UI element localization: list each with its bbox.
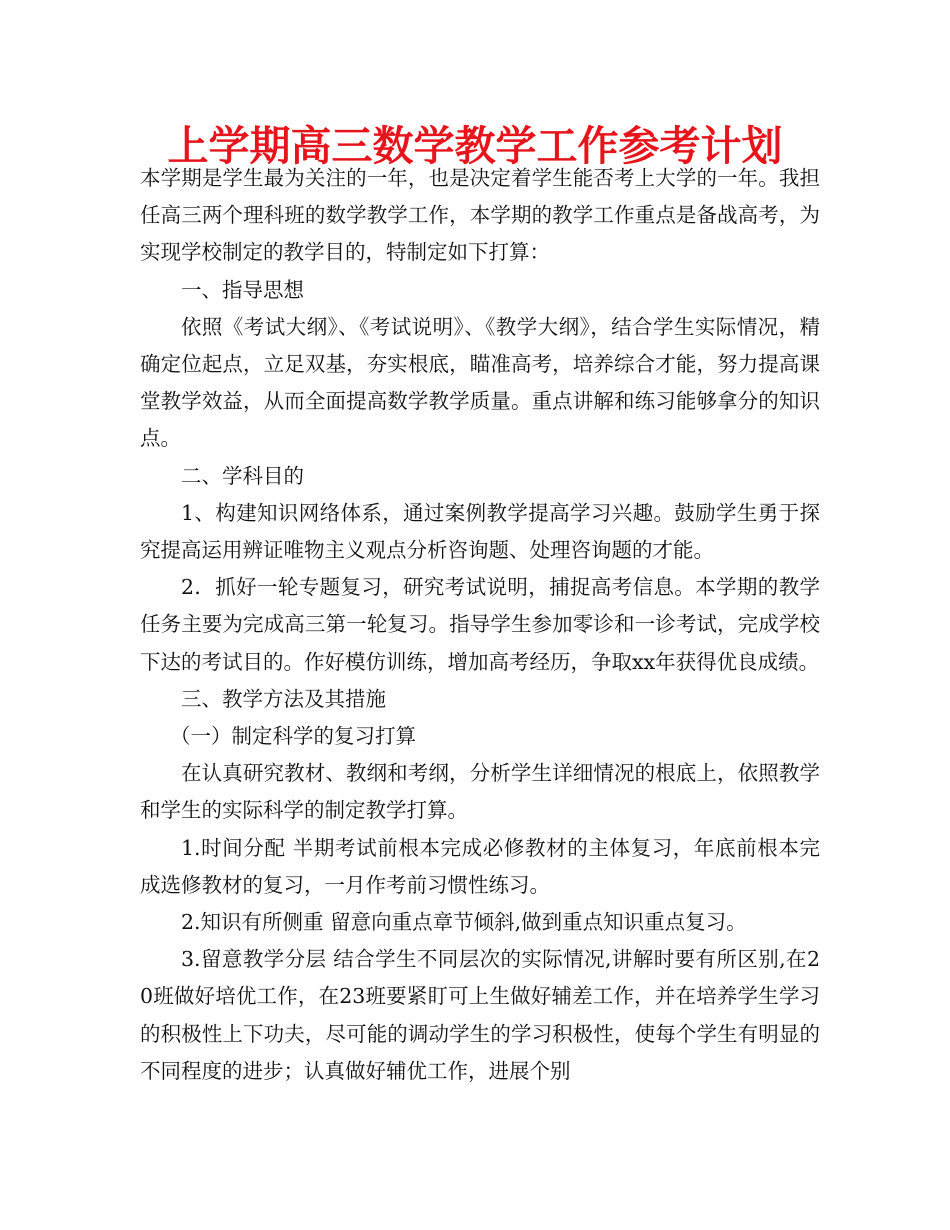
heading-subject-goals: 二、学科目的 <box>181 463 304 488</box>
heading-teaching-methods: 三、教学方法及其措施 <box>181 686 386 711</box>
document-title: 上学期高三数学教学工作参考计划 <box>167 122 783 170</box>
paragraph-goal-1: 1、构建知识网络体系，通过案例教学提高学习兴趣。鼓励学生勇于探究提高运用辨证唯物主义观点分析咨询题、处理咨询题的才能。 <box>140 500 820 563</box>
paragraph-intro: 本学期是学生最为关注的一年，也是决定着学生能否考上大学的一年。我担任高三两个理科班的数学教学工作，本学期的教学工作重点是备战高考，为实现学校制定的教学目的，特制定如下打算： <box>140 166 820 265</box>
paragraph-guiding-thought: 依照《考试大纲》、《考试说明》、《教学大纲》，结合学生实际情况，精确定位起点，立足双基，夯实根底，瞄准高考，培养综合才能，努力提高课堂教学效益，从而全面提高数学教学质量。重点讲解和练习能够拿分的知识点。 <box>140 314 820 451</box>
heading-guiding-thought: 一、指导思想 <box>181 277 304 302</box>
document-body <box>140 160 820 1090</box>
paragraph-review-plan: 在认真研究教材、教纲和考纲，分析学生详细情况的根底上，依照教学和学生的实际科学的制定教学打算。 <box>140 761 820 823</box>
paragraph-tiered-teaching: 3.留意教学分层 结合学生不同层次的实际情况,讲解时要有所区别,在20班做好培优工作，在23班要紧盯可上生做好辅差工作，并在培养学生学习的积极性上下功夫，尽可能的调动学生的学习积极性，使每个学生有明显的不同程度的进步；认真做好辅优工作，进展个别 <box>140 947 820 1083</box>
paragraph-goal-2: 2．抓好一轮专题复习，研究考试说明，捕捉高考信息。本学期的教学任务主要为完成高三第一轮复习。指导学生参加零诊和一诊考试，完成学校下达的考试目的。作好模仿训练，增加高考经历，争取xx年获得优良成绩。 <box>140 575 820 674</box>
paragraph-knowledge-focus: 2.知识有所侧重 留意向重点章节倾斜,做到重点知识重点复习。 <box>181 910 747 935</box>
heading-review-plan: （一）制定科学的复习打算 <box>170 724 416 749</box>
paragraph-time-allocation: 1.时间分配 半期考试前根本完成必修教材的主体复习，年底前根本完成选修教材的复习，一月作考前习惯性练习。 <box>140 835 820 897</box>
